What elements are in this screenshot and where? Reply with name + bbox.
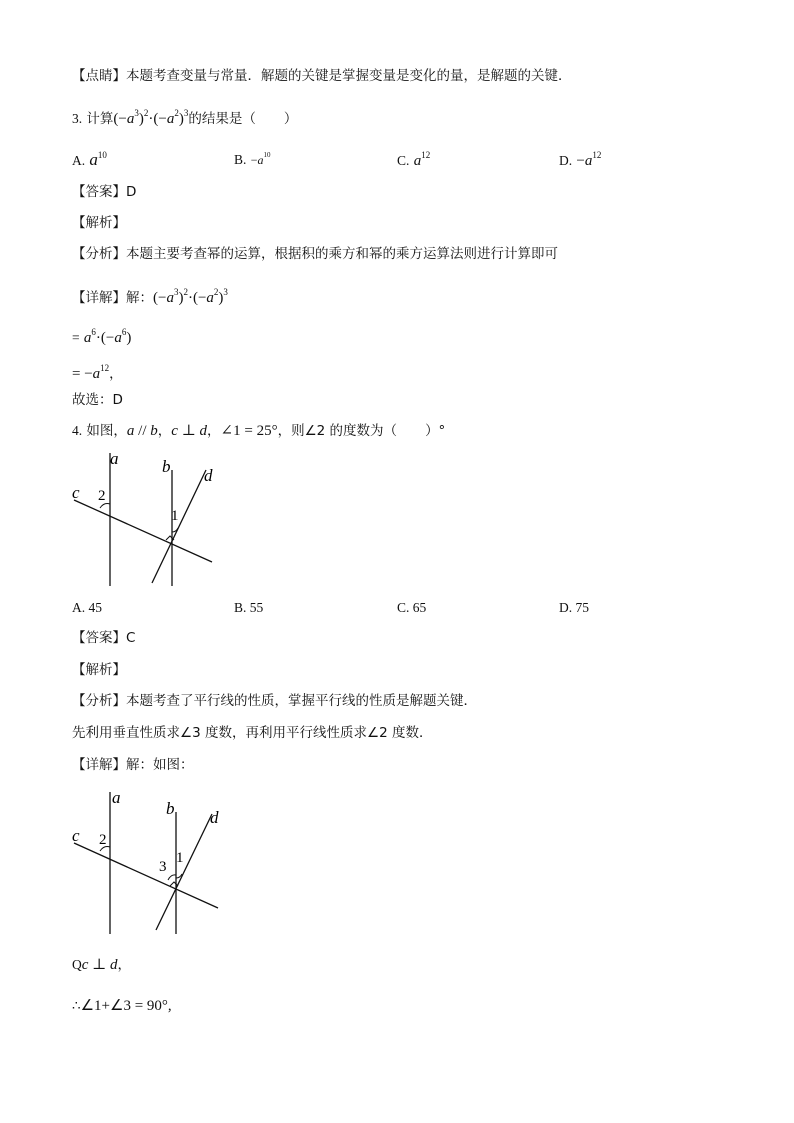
fenxi-tag: 【分析】 xyxy=(72,246,126,262)
option-value: 75 xyxy=(575,600,589,615)
q4-fenxi-line xyxy=(72,691,477,711)
option-label: C. xyxy=(397,153,410,168)
option-value: 55 xyxy=(249,600,264,615)
label-1: 1 xyxy=(171,508,179,524)
q4-figure xyxy=(66,450,216,590)
q3-conclusion: 故选：D xyxy=(72,392,123,408)
proof1-tail: ， xyxy=(117,957,132,973)
q3-option-c xyxy=(397,145,430,171)
q4-stem xyxy=(72,421,445,441)
option-label: A. xyxy=(72,600,86,615)
proof1-expression: c ⊥ d xyxy=(81,957,118,973)
option-var: a xyxy=(413,153,422,169)
label-a: a xyxy=(110,450,119,468)
answer-value: C xyxy=(126,630,136,646)
label-c: c xyxy=(72,826,80,845)
label-b: b xyxy=(166,799,175,818)
xiangjie-prefix: 解： xyxy=(126,290,153,306)
q4-angle1: ∠1 = xyxy=(220,423,257,439)
q4-answer-line xyxy=(72,628,135,648)
step2-expression: = $-a^{12}$ xyxy=(72,363,110,382)
q4-option-b xyxy=(234,598,263,618)
line-c xyxy=(74,500,212,562)
q4-stem-suffix: ，则∠2 的度数为（ xyxy=(277,423,398,439)
angle-2-arc xyxy=(100,504,110,509)
step1-eq: = xyxy=(72,330,80,345)
right-angle-mark xyxy=(170,882,178,886)
q3-stem-suffix: 的结果是（ xyxy=(188,111,256,127)
dianjing-line xyxy=(72,66,572,86)
q3-answer-line xyxy=(72,182,136,202)
proof1-prefix: Q xyxy=(72,957,82,972)
label-2: 2 xyxy=(99,832,107,848)
label-2: 2 xyxy=(98,488,106,504)
q4-option-a xyxy=(72,598,102,618)
q3-option-a xyxy=(72,145,107,171)
option-exp: 10 xyxy=(263,151,271,159)
q3-xiangjie-line xyxy=(72,282,228,308)
xiangjie-text: 解：如图： xyxy=(126,757,194,773)
xiangjie-tag: 【详解】 xyxy=(72,290,126,306)
option-exp: 12 xyxy=(592,150,602,160)
label-1: 1 xyxy=(176,850,184,866)
angle-3-arc xyxy=(168,875,176,880)
q3-expression: $(-a^3)^2\cdot(-a^2)^3$ xyxy=(113,108,189,127)
q3-step1 xyxy=(72,322,131,348)
option-label: B. xyxy=(234,152,247,167)
q3-step2 xyxy=(72,358,123,384)
option-sign: − xyxy=(250,153,258,167)
q3-stem-prefix: 计算 xyxy=(86,111,114,127)
q3-stem-close: ） xyxy=(283,111,298,127)
option-label: D. xyxy=(559,600,573,615)
q3-option-d xyxy=(559,145,601,171)
option-value: 65 xyxy=(412,600,427,615)
q3-detail-expression: $(-a^3)^2\cdot(-a^2)^3$ xyxy=(153,287,228,306)
q4-option-c xyxy=(397,598,426,618)
q4-xiangjie-line xyxy=(72,755,194,775)
q4-parallel: a // b xyxy=(126,423,158,439)
xiangjie-tag: 【详解】 xyxy=(72,757,126,773)
option-label: C. xyxy=(397,600,410,615)
option-label: D. xyxy=(559,153,573,168)
q4-sep2: ， xyxy=(207,423,221,439)
q3-option-b xyxy=(234,145,270,170)
q3-fenxi-line xyxy=(72,244,558,264)
q3-jiexi-tag: 【解析】 xyxy=(72,215,126,231)
option-sign: − xyxy=(576,153,585,169)
label-c: c xyxy=(72,483,80,502)
label-b: b xyxy=(162,457,171,476)
answer-tag: 【答案】 xyxy=(72,630,126,646)
answer-tag: 【答案】 xyxy=(72,184,126,200)
line-d xyxy=(152,470,206,583)
option-label: B. xyxy=(234,600,247,615)
option-exp: 10 xyxy=(97,150,107,160)
option-var: a xyxy=(257,153,264,167)
label-a: a xyxy=(112,788,121,807)
q4-option-d xyxy=(559,598,589,618)
q4-stem-close: ）° xyxy=(425,423,446,439)
q3-stem xyxy=(72,103,297,129)
fenxi-tag: 【分析】 xyxy=(72,693,126,709)
step1-expression: $a^6\cdot(-a^6)$ xyxy=(83,327,132,346)
option-value: 45 xyxy=(88,600,102,615)
q4-perp: c ⊥ d xyxy=(171,423,208,439)
label-d: d xyxy=(204,466,213,485)
label-3: 3 xyxy=(159,859,167,875)
q4-jiexi-tag: 【解析】 xyxy=(72,662,126,678)
option-label: A. xyxy=(72,153,86,168)
q4-solution-figure xyxy=(66,788,226,938)
option-exp: 12 xyxy=(421,150,431,160)
q4-sep1: ， xyxy=(157,423,172,439)
dianjing-tag: 【点睛】 xyxy=(72,68,126,84)
fenxi-text: 本题主要考查幂的运算，根据积的乘方和幂的乘方运算法则进行计算即可 xyxy=(126,246,558,262)
answer-value: D xyxy=(126,184,137,200)
q4-method: 先利用垂直性质求∠3 度数，再利用平行线性质求∠2 度数． xyxy=(72,725,433,741)
step2-tail: ， xyxy=(109,366,123,382)
q3-number: 3. xyxy=(72,111,83,126)
q4-stem-prefix: 如图， xyxy=(86,423,127,439)
q4-number: 4. xyxy=(72,423,83,438)
dianjing-text: 本题考查变量与常量．解题的关键是掌握变量是变化的量，是解题的关键． xyxy=(126,68,572,84)
proof2-eq: ∠1+∠3 = 90°, xyxy=(80,998,172,1014)
option-var: a xyxy=(89,150,98,169)
label-d: d xyxy=(210,808,219,827)
q4-angle-value: 25° xyxy=(256,423,278,439)
line-c xyxy=(74,843,218,908)
option-var: a xyxy=(584,153,593,169)
fenxi-text: 本题考查了平行线的性质，掌握平行线的性质是解题关键． xyxy=(126,693,477,709)
proof2-prefix: ∴ xyxy=(72,998,81,1013)
q4-proof1 xyxy=(72,955,131,975)
q4-proof2 xyxy=(72,996,172,1016)
